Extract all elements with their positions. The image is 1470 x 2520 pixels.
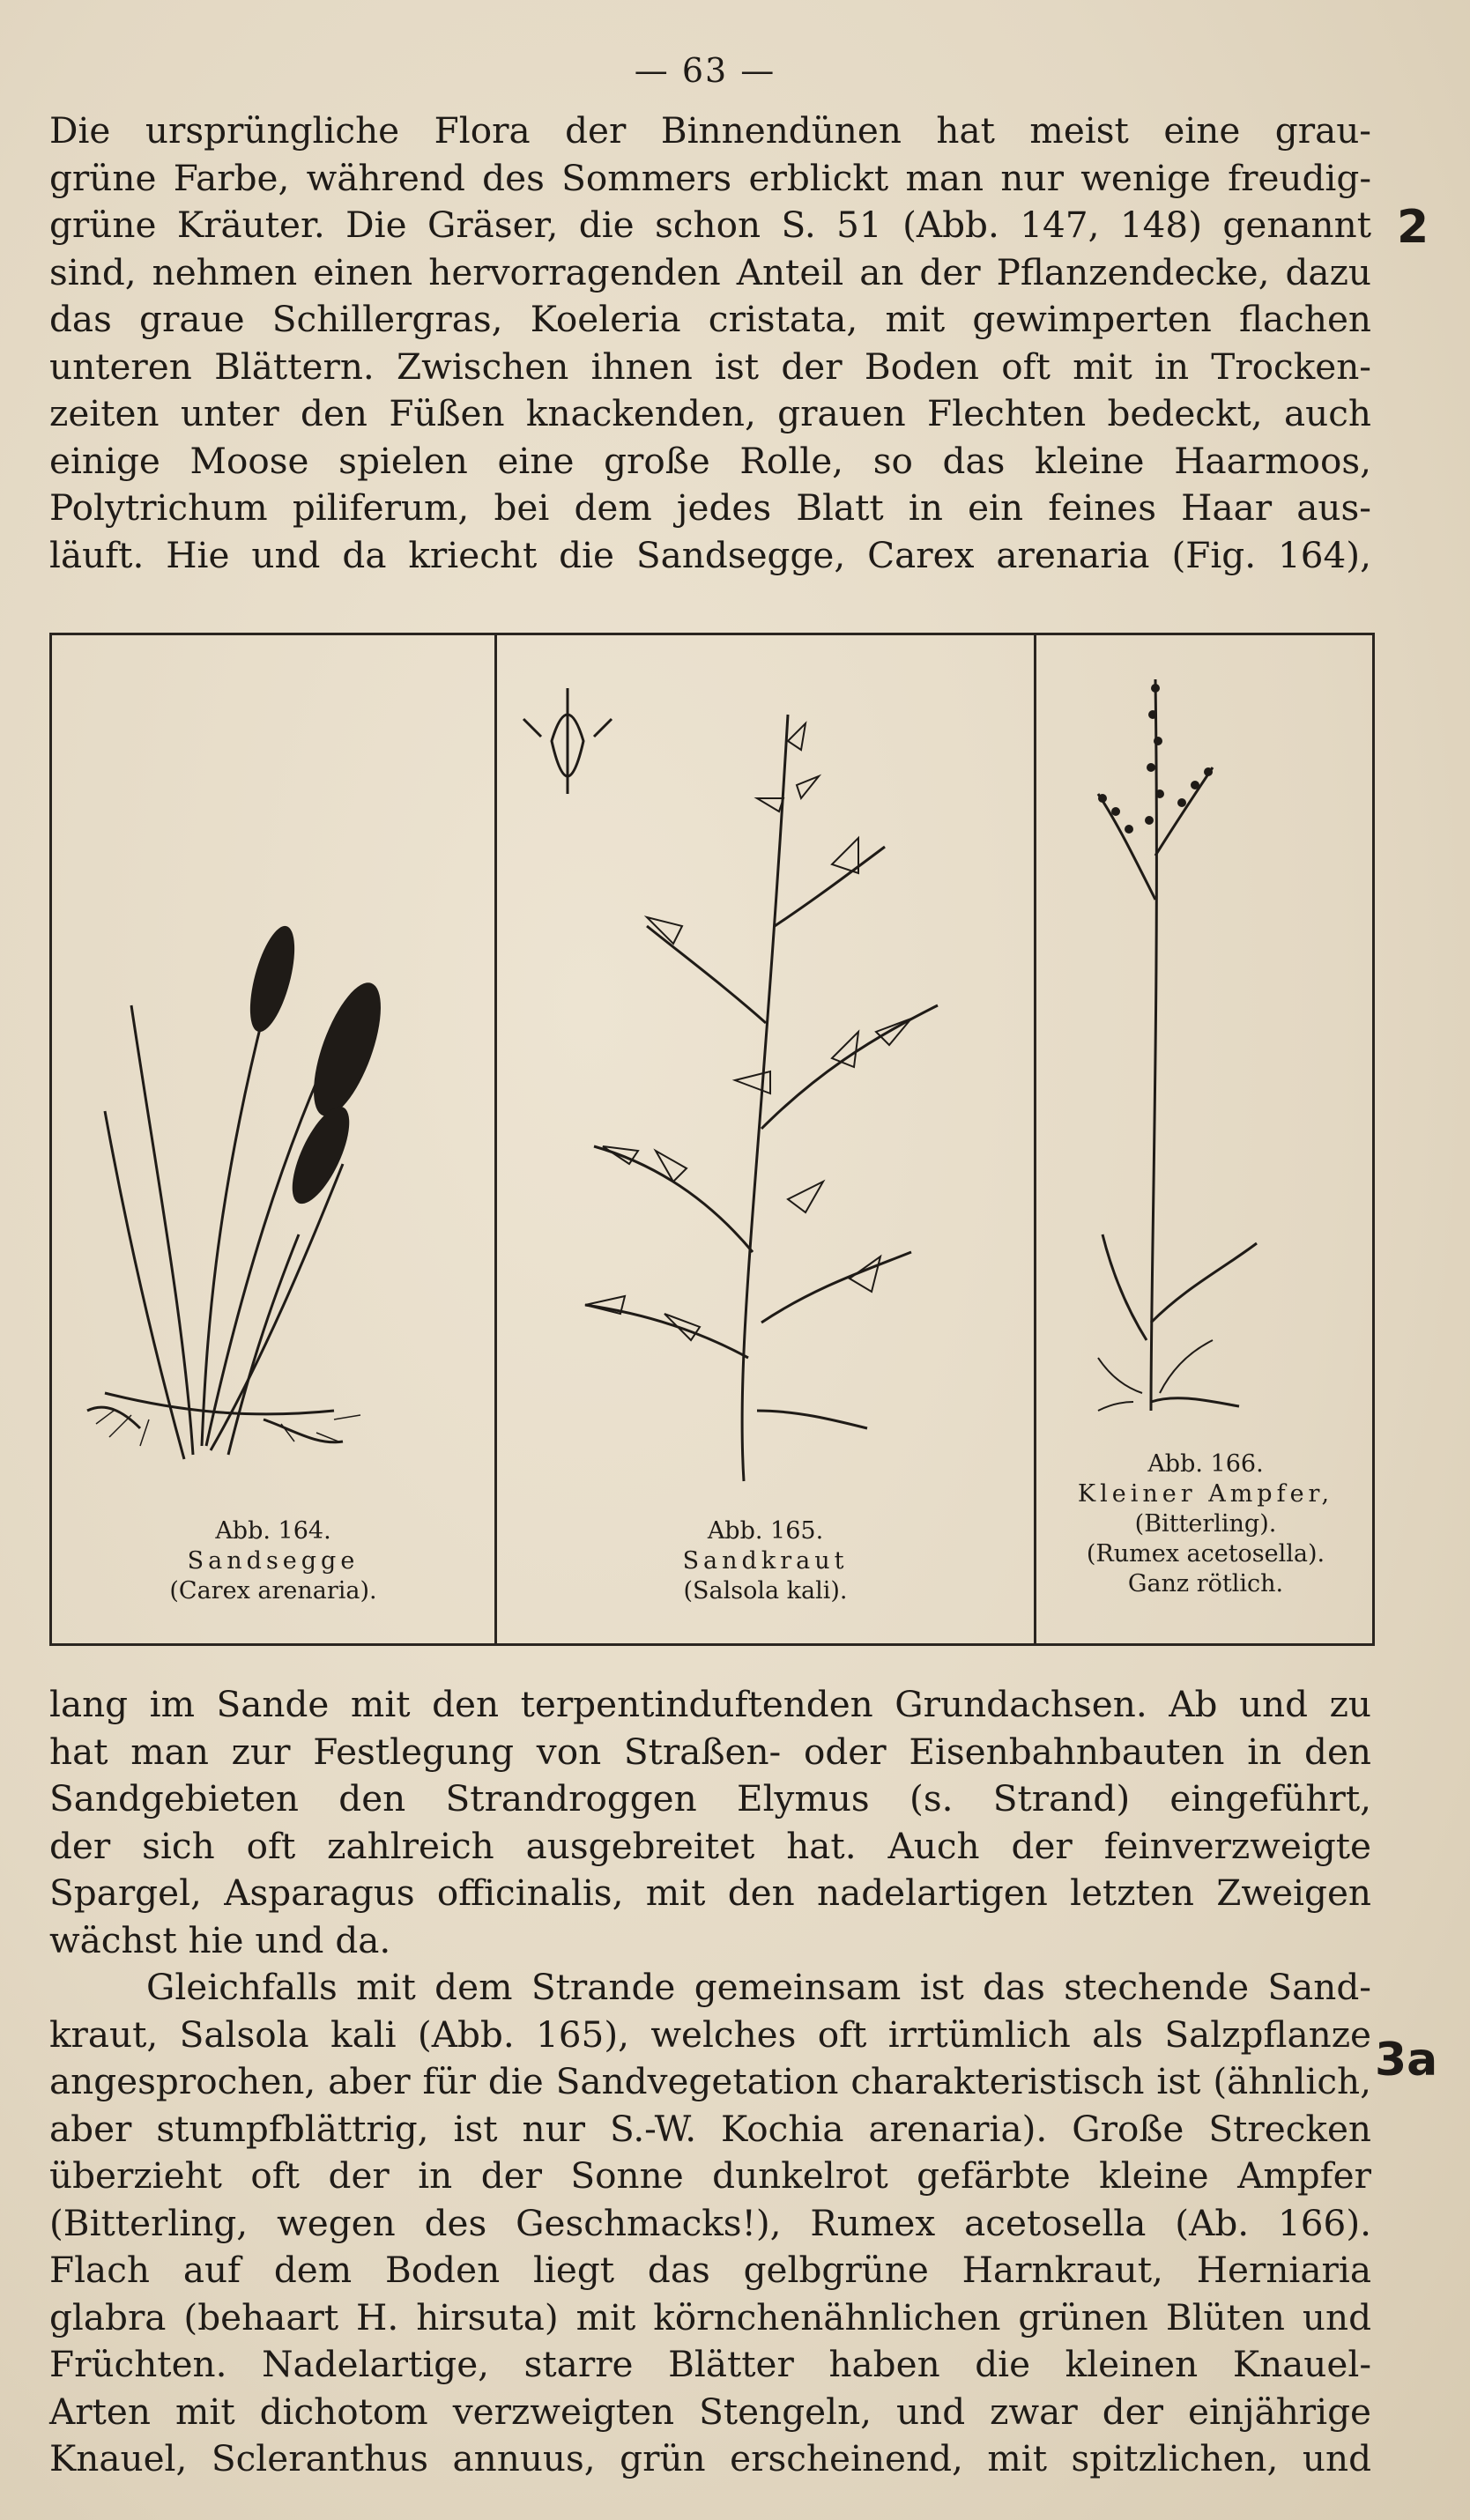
text-line: Knauel, Scleranthus annuus, grün erscheinend, mit spitzlichen, und [49, 2437, 1371, 2479]
figure-name: Sandkraut [682, 1547, 849, 1575]
text-line: zeiten unter den Füßen knackenden, grauen Flechten bedeckt, auch [49, 392, 1371, 434]
sedge-illustration [52, 635, 494, 1516]
paragraph-top [49, 107, 1371, 579]
figure-latin-name: (Carex arenaria). [169, 1577, 377, 1605]
paragraph-bottom [49, 1681, 1371, 2483]
figure-latin-name: (Rumex acetosella). [1086, 1540, 1325, 1568]
figure-caption-164 [52, 1516, 494, 1606]
text-line: grüne Farbe, während des Sommers erblickt man nur wenige freudig- [49, 156, 1371, 199]
figure-panel-sandkraut [497, 635, 1034, 1643]
figure-latin-name: (Salsola kali). [683, 1577, 848, 1605]
text-line: Die ursprüngliche Flora der Binnendünen hat meist eine grau- [49, 109, 1371, 152]
text-line: Spargel, Asparagus officinalis, mit den nadelartigen letzten Zweigen [49, 1871, 1371, 1914]
margin-mark: 3a [1375, 2034, 1438, 2086]
text-line: hat man zur Festlegung von Straßen- oder Eisenbahnbauten in den [49, 1730, 1371, 1773]
text-line: läuft. Hie und da kriecht die Sandsegge, Carex arenaria (Fig. 164), [49, 533, 1371, 576]
text-line: sind, nehmen einen hervorragenden Anteil an der Pflanzendecke, dazu [49, 250, 1371, 293]
figure-label: Abb. 164. [215, 1517, 331, 1545]
figure-caption-165 [497, 1516, 1034, 1606]
text-line: kraut, Salsola kali (Abb. 165), welches oft irrtümlich als Salzpflanze [49, 2012, 1371, 2056]
text-line: angesprochen, aber für die Sandvegetation charakteristisch ist (ähnlich, [49, 2060, 1371, 2102]
text-line: grüne Kräuter. Die Gräser, die schon S. 51 (Abb. 147, 148) genannt [49, 204, 1371, 246]
text-line: wächst hie und da. [49, 1918, 391, 1961]
text-line: Polytrichum piliferum, bei dem jedes Blatt in ein feines Haar aus- [49, 486, 1371, 529]
text-line: Arten mit dichotom verzweigten Stengeln, und zwar der einjährige [49, 2390, 1371, 2433]
text-line: Gleichfalls mit dem Strande gemeinsam ist das stechende Sand- [146, 1966, 1371, 2008]
text-line: das graue Schillergras, Koeleria cristata, mit gewimperten flachen [49, 298, 1371, 340]
figure-label: Abb. 166. [1147, 1450, 1264, 1478]
text-line: der sich oft zahlreich ausgebreitet hat. Auch der feinverzweigte [49, 1824, 1371, 1867]
text-line: überzieht oft der in der Sonne dunkelrot gefärbte kleine Ampfer [49, 2154, 1371, 2197]
figure-alt-name: (Bitterling). [1134, 1510, 1277, 1538]
figure-panel-kleiner-ampfer [1036, 635, 1375, 1643]
text-line: aber stumpfblättrig, ist nur S.-W. Kochia arenaria). Große Strecken [49, 2107, 1371, 2150]
figure-note: Ganz rötlich. [1127, 1570, 1284, 1597]
text-line: lang im Sande mit den terpentinduftenden Grundachsen. Ab und zu [49, 1683, 1371, 1725]
figure-label: Abb. 165. [707, 1517, 824, 1545]
figure-name: Kleiner Ampfer, [1077, 1480, 1334, 1508]
figure-caption-166 [1036, 1449, 1375, 1599]
text-line: (Bitterling, wegen des Geschmacks!), Rumex acetosella (Ab. 166). [49, 2201, 1371, 2244]
saltwort-illustration [497, 635, 1034, 1516]
text-line: Sandgebieten den Strandroggen Elymus (s. Strand) eingeführt, [49, 1777, 1371, 1820]
text-line: glabra (behaart H. hirsuta) mit körnchenähnlichen grünen Blüten und [49, 2295, 1371, 2338]
sorrel-illustration [1036, 635, 1375, 1446]
margin-mark: 2 [1397, 201, 1429, 254]
text-line: einige Moose spielen eine große Rolle, so das kleine Haarmoos, [49, 439, 1371, 482]
figure-plate [49, 633, 1375, 1646]
figure-panel-sandsegge [52, 635, 494, 1643]
page-number: — 63 — [634, 51, 776, 90]
text-line: Früchten. Nadelartige, starre Blätter haben die kleinen Knauel- [49, 2343, 1371, 2385]
text-line: unteren Blättern. Zwischen ihnen ist der Boden oft mit in Trocken- [49, 345, 1371, 388]
text-line: Flach auf dem Boden liegt das gelbgrüne Harnkraut, Herniaria [49, 2249, 1371, 2291]
figure-name: Sandsegge [187, 1547, 360, 1575]
